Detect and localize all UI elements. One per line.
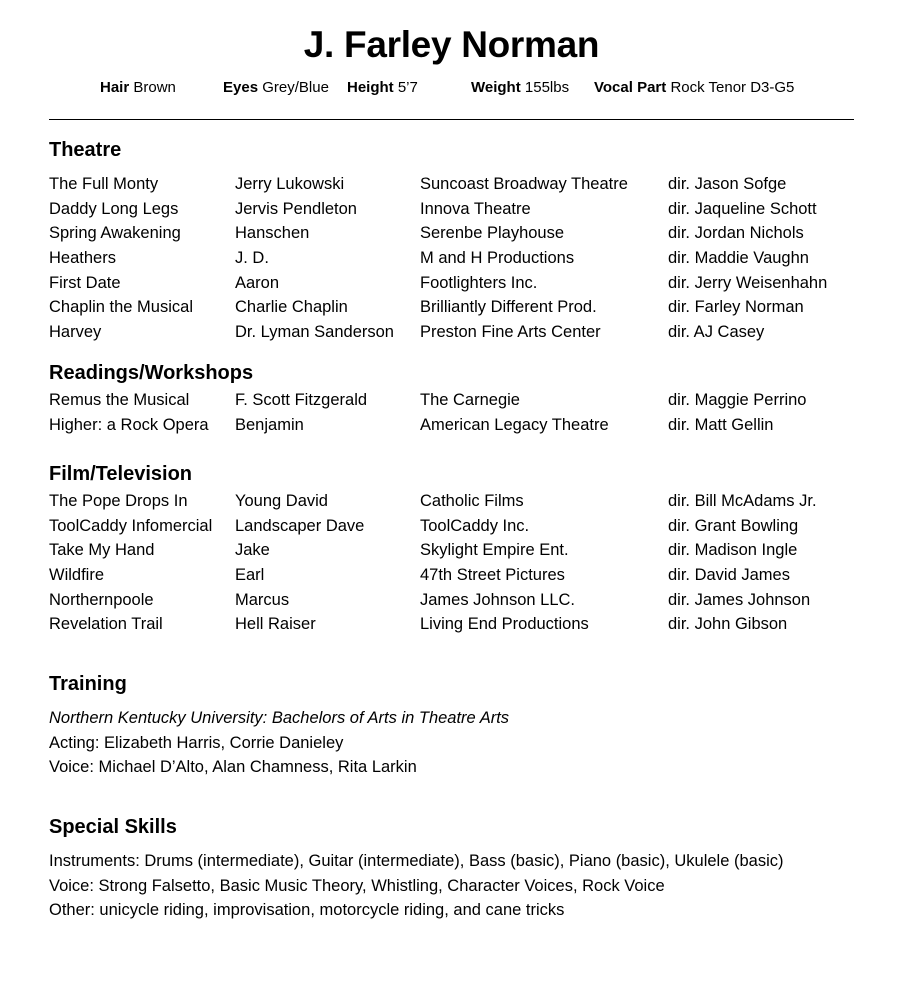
credit-title: Daddy Long Legs [49, 199, 179, 218]
credit-row [49, 489, 854, 514]
credit-company: Catholic Films [420, 492, 524, 510]
credit-company: The Carnegie [420, 391, 520, 409]
credit-company: Suncoast Broadway Theatre [420, 175, 628, 193]
credit-company: Innova Theatre [420, 199, 531, 218]
credit-role: Marcus [235, 590, 290, 609]
stat-value: Rock Tenor D3-G5 [670, 79, 795, 96]
credit-row [49, 413, 854, 438]
credit-row [49, 563, 854, 588]
credit-director: dir. James Johnson [668, 590, 811, 609]
credit-title: Take My Hand [49, 541, 155, 560]
stat-vocal-part [594, 78, 794, 98]
credit-row [49, 588, 854, 613]
section-title-skills: Special Skills [49, 816, 177, 838]
credit-director: dir. Grant Bowling [668, 516, 799, 535]
training-line-education: Northern Kentucky University: Bachelors of Arts in Theatre Arts [49, 709, 510, 727]
skills-list [49, 849, 854, 923]
credit-director: dir. Jordan Nichols [668, 224, 804, 243]
section-title-training: Training [49, 673, 127, 695]
credit-director: dir. Maggie Perrino [668, 391, 807, 409]
skills-line-instruments: Instruments: Drums (intermediate), Guitar (intermediate), Bass (basic), Piano (basic), Ukulele (basic) [49, 852, 784, 870]
section-title-theatre: Theatre [49, 139, 122, 161]
credit-role: Hanschen [235, 224, 310, 243]
credit-row [49, 612, 854, 637]
credit-director: dir. Madison Ingle [668, 541, 798, 560]
training-line-voice: Voice: Michael D’Alto, Alan Chamness, Rita Larkin [49, 758, 417, 776]
credit-company: 47th Street Pictures [420, 566, 565, 585]
credit-director: dir. Farley Norman [668, 298, 804, 317]
credit-title: Higher: a Rock Opera [49, 415, 209, 434]
stat-label: Height [347, 79, 394, 96]
credit-title: Heathers [49, 249, 116, 268]
credit-company: Brilliantly Different Prod. [420, 298, 597, 317]
credit-title: Wildfire [49, 566, 105, 585]
credit-title: The Full Monty [49, 175, 159, 193]
stat-weight [471, 78, 569, 98]
credit-company: Living End Productions [420, 615, 589, 634]
credit-row [49, 514, 854, 539]
performer-name: J. Farley Norman [303, 24, 600, 65]
credit-row [49, 246, 854, 271]
credit-director: dir. Jaqueline Schott [668, 199, 817, 218]
stat-height [347, 78, 418, 98]
section-title-film: Film/Television [49, 463, 192, 485]
credit-row [49, 388, 854, 413]
credit-company: Footlighters Inc. [420, 273, 538, 292]
training-list [49, 706, 854, 780]
header-divider [49, 119, 854, 120]
stat-hair [100, 78, 176, 98]
credit-title: ToolCaddy Infomercial [49, 516, 213, 535]
credit-title: Chaplin the Musical [49, 298, 193, 317]
credit-title: Revelation Trail [49, 615, 163, 634]
skills-line-other: Other: unicycle riding, improvisation, motorcycle riding, and cane tricks [49, 901, 565, 919]
stat-label: Vocal Part [594, 79, 667, 96]
credit-role: Jervis Pendleton [235, 199, 357, 218]
credit-row [49, 271, 854, 296]
stat-value: Brown [133, 79, 176, 96]
credit-title: Spring Awakening [49, 224, 181, 243]
credit-role: Dr. Lyman Sanderson [235, 323, 394, 342]
film-credits [49, 489, 854, 637]
credit-row [49, 320, 854, 345]
credit-row [49, 221, 854, 246]
credit-director: dir. Jason Sofge [668, 175, 787, 193]
credit-role: Charlie Chaplin [235, 298, 348, 317]
readings-credits [49, 388, 854, 437]
credit-row [49, 295, 854, 320]
credit-role: Landscaper Dave [235, 516, 365, 535]
skills-line-voice: Voice: Strong Falsetto, Basic Music Theory, Whistling, Character Voices, Rock Voice [49, 876, 665, 895]
credit-title: The Pope Drops In [49, 492, 188, 510]
credit-role: Young David [235, 492, 328, 510]
credit-row [49, 197, 854, 222]
credit-company: ToolCaddy Inc. [420, 516, 530, 535]
credit-director: dir. John Gibson [668, 615, 788, 634]
stat-label: Weight [471, 79, 521, 96]
stat-value: Grey/Blue [262, 79, 329, 96]
credit-director: dir. Bill McAdams Jr. [668, 492, 817, 510]
credit-role: Jerry Lukowski [235, 175, 345, 193]
credit-role: Hell Raiser [235, 615, 316, 634]
credit-role: J. D. [235, 249, 269, 268]
credit-role: F. Scott Fitzgerald [235, 391, 368, 409]
credit-company: M and H Productions [420, 249, 575, 268]
credit-director: dir. David James [668, 566, 790, 585]
credit-role: Benjamin [235, 415, 304, 434]
credit-director: dir. Matt Gellin [668, 415, 774, 434]
credit-title: Remus the Musical [49, 391, 190, 409]
credit-company: American Legacy Theatre [420, 415, 609, 434]
credit-company: Preston Fine Arts Center [420, 323, 601, 342]
credit-role: Earl [235, 566, 265, 585]
stat-value: 5’7 [397, 79, 418, 96]
stat-eyes [223, 78, 329, 98]
stat-value: 155lbs [524, 79, 570, 96]
section-title-readings: Readings/Workshops [49, 362, 254, 384]
stats-line [49, 78, 854, 98]
credit-row [49, 172, 854, 197]
stat-label: Eyes [223, 79, 259, 96]
training-line-acting: Acting: Elizabeth Harris, Corrie Danieley [49, 733, 344, 752]
credit-row [49, 538, 854, 563]
credit-title: Harvey [49, 323, 102, 342]
credit-director: dir. Maddie Vaughn [668, 249, 809, 268]
credit-director: dir. AJ Casey [668, 323, 765, 342]
credit-company: Skylight Empire Ent. [420, 541, 569, 560]
credit-title: Northernpoole [49, 590, 154, 609]
credit-director: dir. Jerry Weisenhahn [668, 273, 828, 292]
credit-role: Aaron [235, 273, 280, 292]
theatre-credits [49, 172, 854, 345]
credit-company: Serenbe Playhouse [420, 224, 565, 243]
credit-role: Jake [235, 541, 270, 560]
credit-title: First Date [49, 273, 121, 292]
credit-company: James Johnson LLC. [420, 590, 576, 609]
stat-label: Hair [100, 79, 130, 96]
